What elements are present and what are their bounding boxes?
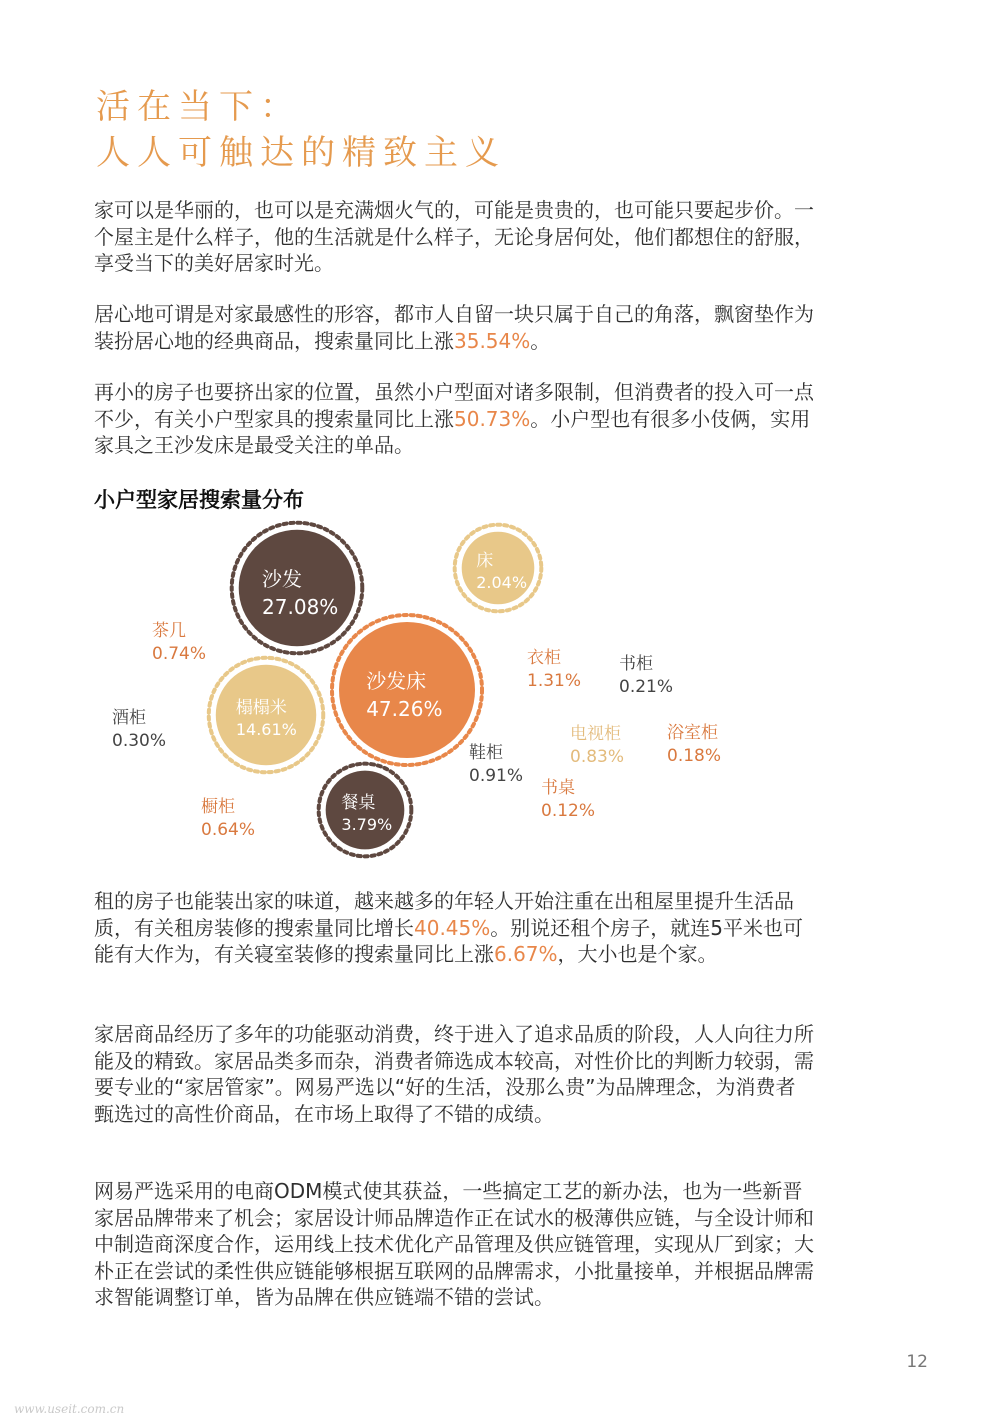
chart-title: 小户型家居搜索量分布 bbox=[94, 488, 304, 512]
item-value-label: 0.12% bbox=[541, 801, 596, 821]
text-item-item-9 bbox=[201, 797, 255, 840]
paragraph-2 bbox=[94, 301, 814, 354]
bubble-item-1 bbox=[232, 523, 363, 654]
item-value-label: 0.21% bbox=[619, 677, 674, 697]
text-item-item-6 bbox=[469, 743, 523, 786]
item-name-label: 鞋柜 bbox=[469, 743, 503, 763]
text-item-item-12 bbox=[667, 723, 721, 766]
item-name-label: 衣柜 bbox=[527, 648, 561, 668]
paragraph-1 bbox=[94, 197, 814, 277]
text-item-item-8 bbox=[152, 621, 206, 664]
paragraph-4-tail: ，大小也是个家。 bbox=[557, 942, 718, 966]
paragraph-3-tail: 。小户型也有很多小伎俩，实用家具之王沙发床是最受关注的单品。 bbox=[94, 406, 811, 457]
text-item-item-11 bbox=[619, 654, 673, 697]
bubble-mark bbox=[462, 532, 535, 605]
paragraph-5 bbox=[94, 1021, 814, 1127]
bubble-item-0 bbox=[332, 615, 482, 765]
page-number: 12 bbox=[906, 1352, 928, 1372]
paragraph-3 bbox=[94, 379, 814, 459]
paragraph-2-text: 居心地可谓是对家最感性的形容，都市人自留一块只属于自己的角落，飘窗垫作为装扮居心地的经典商品，搜索量同比上涨 bbox=[94, 302, 814, 353]
bubble-chart bbox=[100, 520, 740, 870]
title-line-1: 活在当下： bbox=[96, 87, 301, 127]
paragraph-4-text: 租的房子也能装出家的味道，越来越多的年轻人开始注重在出租屋里提升生活品质，有关租房装修的搜索量同比增长 bbox=[94, 889, 794, 940]
item-name-label: 酒柜 bbox=[112, 708, 146, 728]
bubble-name-label: 床 bbox=[476, 551, 494, 571]
paragraph-2-tail: 。 bbox=[530, 328, 551, 353]
item-name-label: 茶几 bbox=[152, 621, 186, 641]
bubble-name-label: 沙发 bbox=[262, 567, 303, 591]
item-value-label: 0.18% bbox=[667, 746, 722, 766]
title-line-2: 人人可触达的精致主义 bbox=[96, 133, 506, 173]
paragraph-6-text: 网易严选采用的电商ODM模式使其获益，一些搞定工艺的新办法，也为一些新晋家居品牌带来了机会；家居设计师品牌造作正在试水的极薄供应链，与全设计师和中制造商深度合作，运用线上技术优化产品管理及供应链管理，实现从厂到家；大朴正在尝试的柔性供应链能够根据互联网的品牌需求，小批量接单，并根据品牌需求智能调整订单，皆为品牌在供应链端不错的尝试。 bbox=[94, 1179, 814, 1309]
highlight-value: 6.67% bbox=[494, 942, 558, 966]
highlight-value: 50.73% bbox=[454, 406, 531, 431]
paragraph-6 bbox=[94, 1178, 814, 1311]
watermark: www.useit.com.cn bbox=[14, 1402, 125, 1416]
text-item-item-13 bbox=[541, 778, 595, 821]
bubble-item-4 bbox=[455, 525, 542, 612]
paragraph-4 bbox=[94, 888, 814, 968]
text-item-item-7 bbox=[570, 724, 624, 767]
bubble-value-label: 47.26% bbox=[366, 697, 443, 721]
item-value-label: 0.83% bbox=[570, 747, 625, 767]
bubble-value-label: 2.04% bbox=[476, 573, 528, 592]
text-item-item-5 bbox=[527, 648, 581, 691]
item-value-label: 0.91% bbox=[469, 766, 524, 786]
bubble-name-label: 榻榻米 bbox=[235, 698, 287, 718]
item-value-label: 0.64% bbox=[201, 820, 256, 840]
bubble-item-2 bbox=[209, 658, 323, 772]
highlight-value: 40.45% bbox=[414, 915, 491, 940]
text-item-item-10 bbox=[112, 708, 166, 751]
bubble-value-label: 14.61% bbox=[235, 720, 297, 739]
item-name-label: 电视柜 bbox=[570, 724, 621, 744]
highlight-value: 35.54% bbox=[454, 328, 531, 353]
bubble-name-label: 餐桌 bbox=[341, 793, 376, 813]
item-value-label: 0.30% bbox=[112, 731, 167, 751]
paragraph-4-mid: 。别说还租个房子，就连5平米也可能有大作为，有关寝室装修的搜索量同比上涨 bbox=[94, 915, 803, 966]
item-name-label: 浴室柜 bbox=[667, 723, 718, 743]
item-name-label: 书桌 bbox=[541, 778, 575, 798]
bubble-value-label: 3.79% bbox=[341, 815, 393, 834]
item-name-label: 书柜 bbox=[619, 654, 653, 674]
item-value-label: 0.74% bbox=[152, 644, 207, 664]
paragraph-5-text: 家居商品经历了多年的功能驱动消费，终于进入了追求品质的阶段，人人向往力所能及的精致。家居品类多而杂，消费者筛选成本较高，对性价比的判断力较弱，需要专业的“家居管家”。网易严选以“好的生活，没那么贵”为品牌理念，为消费者甄选过的高性价商品，在市场上取得了不错的成绩。 bbox=[94, 1022, 814, 1126]
item-value-label: 1.31% bbox=[527, 671, 582, 691]
bubble-item-3 bbox=[319, 764, 412, 857]
bubble-name-label: 沙发床 bbox=[366, 669, 427, 693]
item-name-label: 橱柜 bbox=[201, 797, 235, 817]
page-title bbox=[96, 84, 506, 176]
bubble-value-label: 27.08% bbox=[262, 595, 339, 619]
paragraph-1-text: 家可以是华丽的，也可以是充满烟火气的，可能是贵贵的，也可能只要起步价。一个屋主是什么样子，他的生活就是什么样子，无论身居何处，他们都想住的舒服，享受当下的美好居家时光。 bbox=[94, 198, 814, 275]
paragraph-3-text: 再小的房子也要挤出家的位置，虽然小户型面对诸多限制，但消费者的投入可一点不少，有关小户型家具的搜索量同比上涨 bbox=[94, 380, 814, 431]
